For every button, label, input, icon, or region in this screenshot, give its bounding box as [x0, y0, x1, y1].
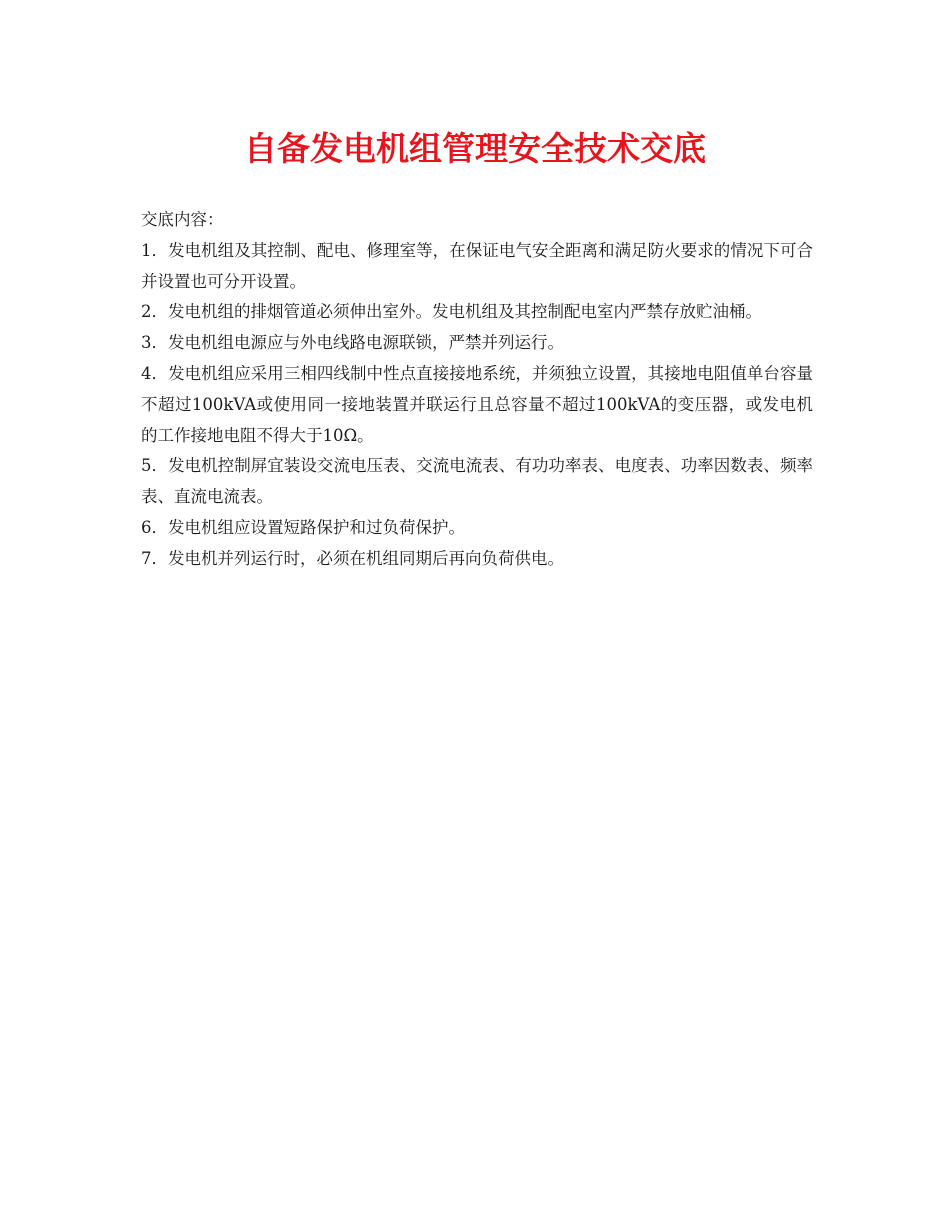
- list-item: 7．发电机并列运行时，必须在机组同期后再向负荷供电。: [141, 548, 564, 568]
- list-item: 6．发电机组应设置短路保护和过负荷保护。: [141, 517, 465, 537]
- intro-label: 交底内容：: [141, 210, 224, 229]
- list-item: 1．发电机组及其控制、配电、修理室等，在保证电气安全距离和满足防火要求的情况下可合并设置也可分开设置。: [141, 240, 813, 291]
- document-body: [141, 205, 813, 575]
- list-item: 3．发电机组电源应与外电线路电源联锁，严禁并列运行。: [141, 333, 564, 353]
- list-item: 5．发电机控制屏宜装设交流电压表、交流电流表、有功功率表、电度表、功率因数表、频率表、直流电流表。: [141, 456, 813, 507]
- list-item: 2．发电机组的排烟管道必须伸出室外。发电机组及其控制配电室内严禁存放贮油桶。: [141, 302, 762, 322]
- document-title: 自备发电机组管理安全技术交底: [244, 129, 706, 168]
- list-item: 4．发电机组应采用三相四线制中性点直接接地系统，并须独立设置，其接地电阻值单台容量不超过100kVA或使用同一接地装置并联运行且总容量不超过100kVA的变压器，或发电机的工作接地电阻不得大于10Ω。: [141, 363, 813, 445]
